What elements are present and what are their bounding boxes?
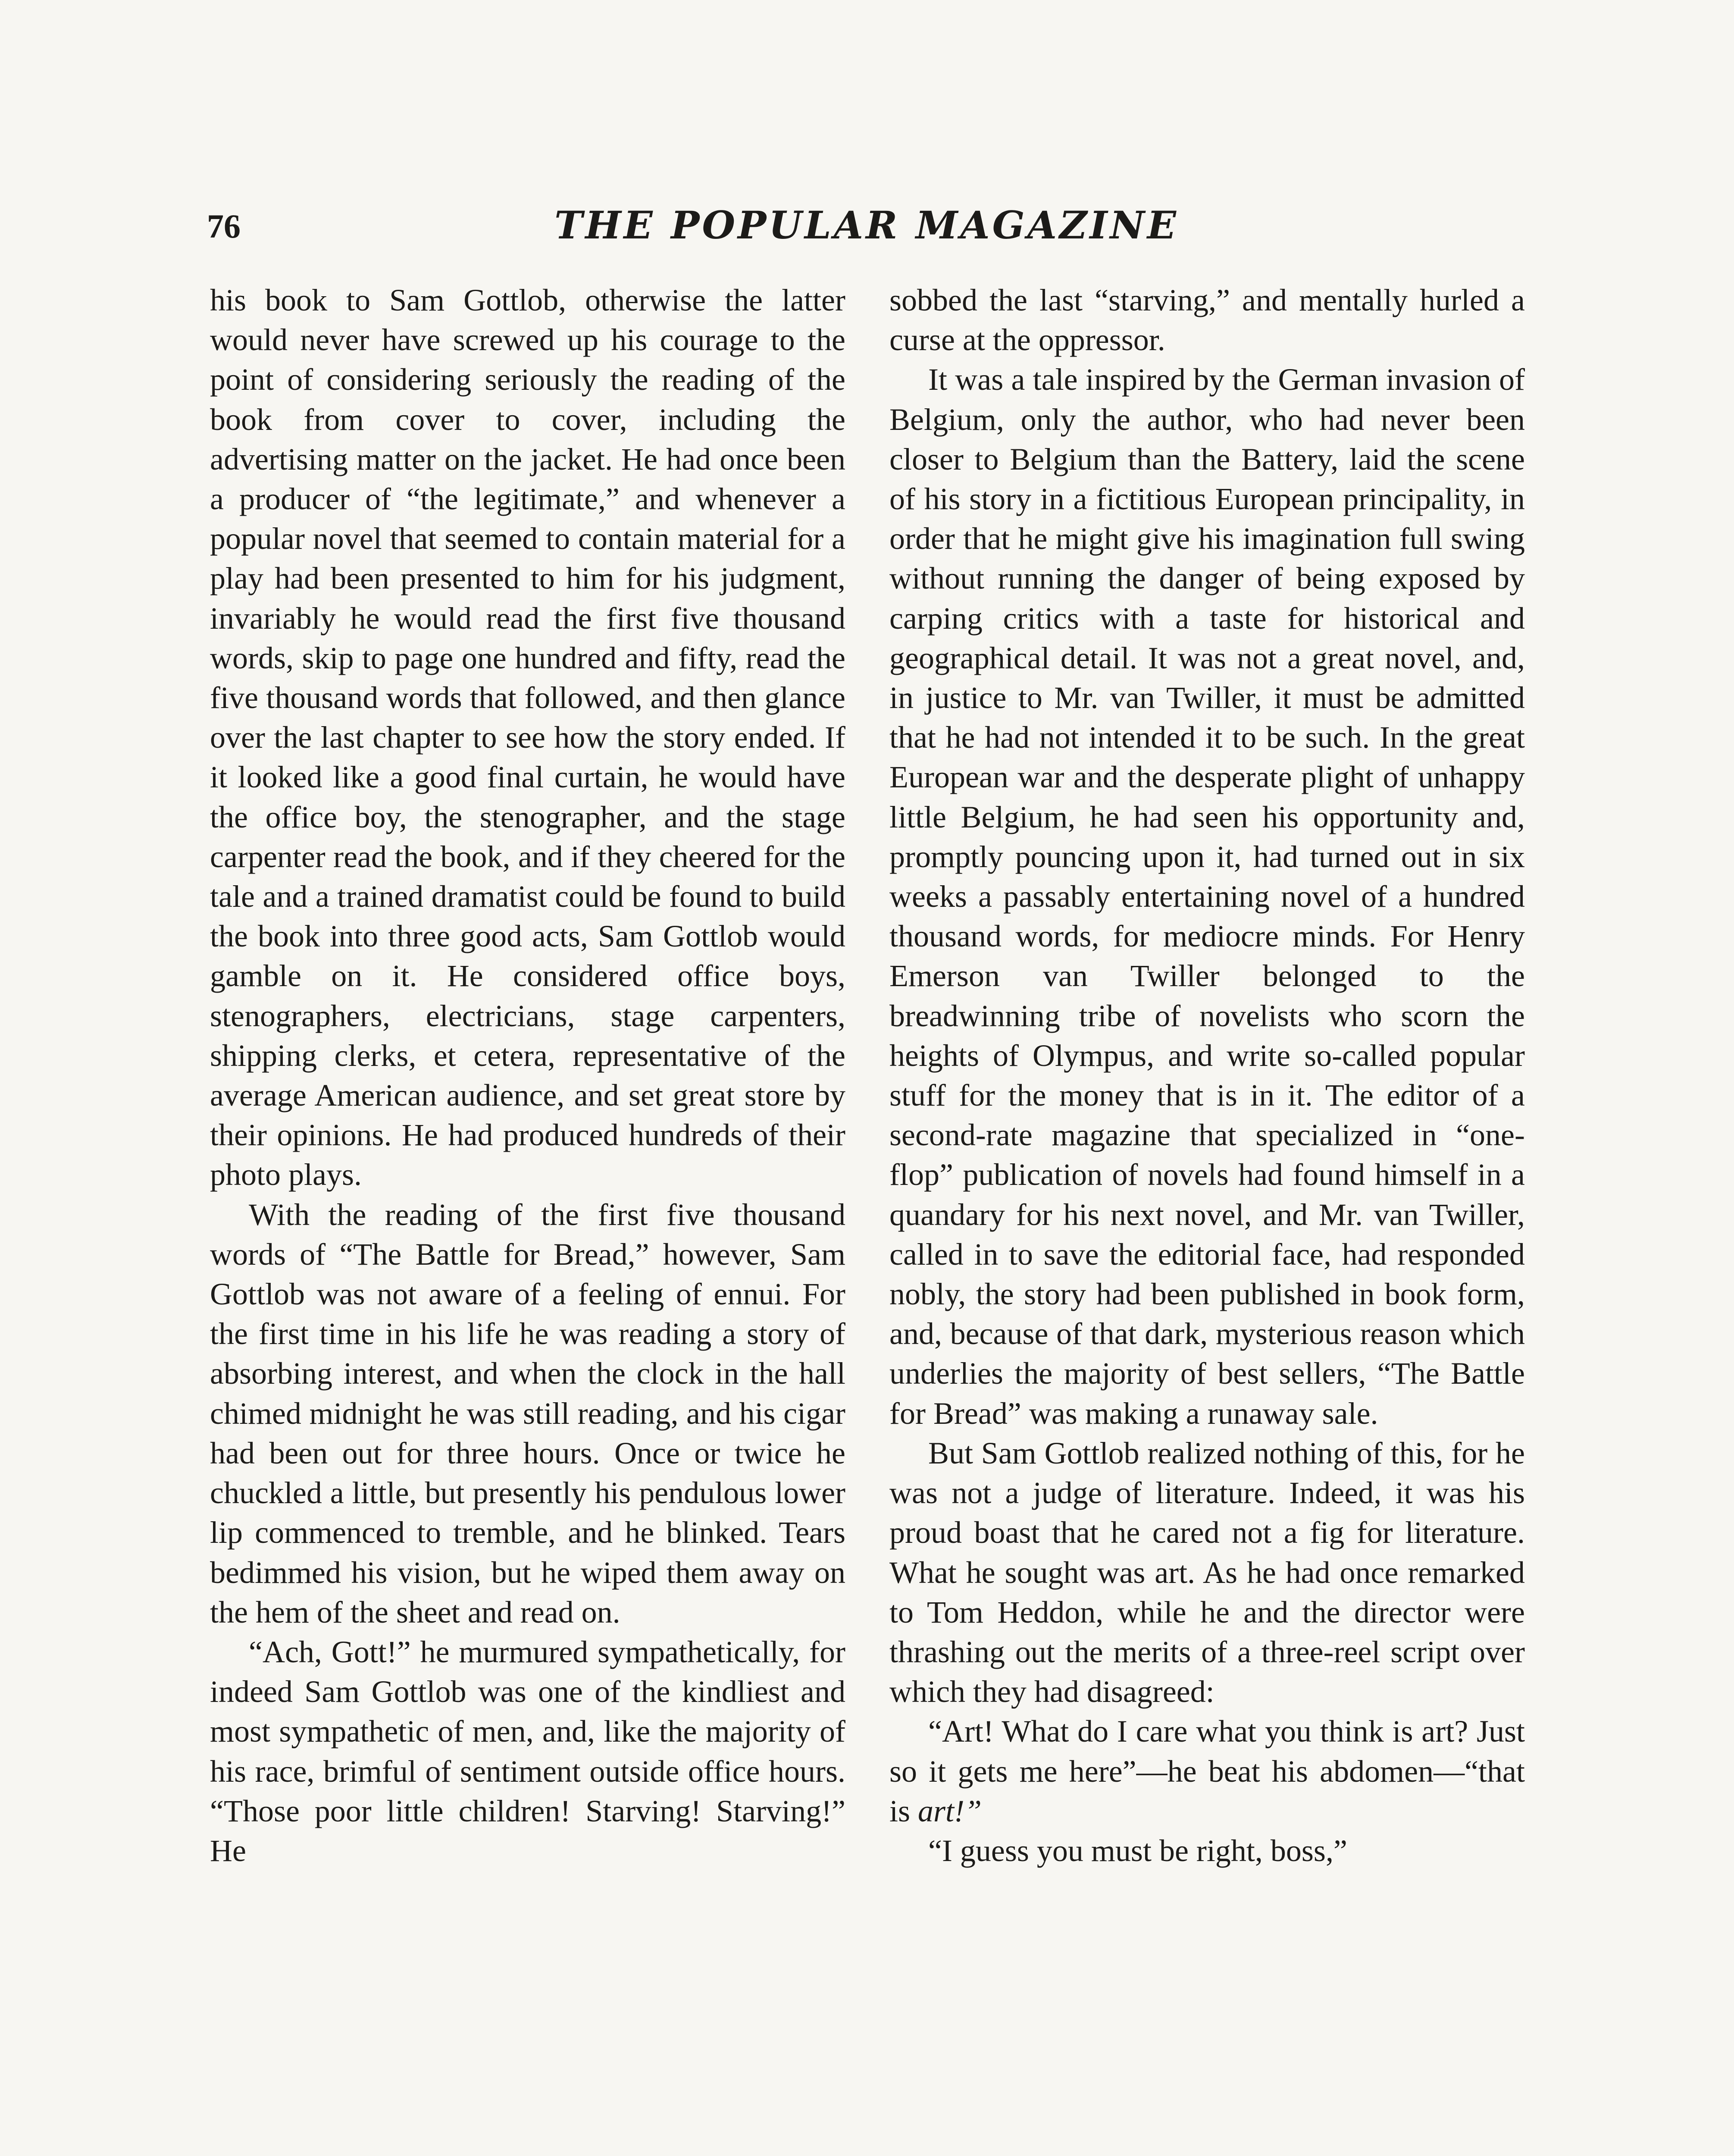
page-header: [207, 203, 1526, 263]
left-paragraph-1: his book to Sam Gottlob, otherwise the latter would never have screwed up his courage to the point of considering seriously the reading of the book from cover to cover, including the advertising matter on the jacket. He had once been a producer of “the legitimate,” and whenever a popular novel that seemed to contain material for a play had been presented to him for his judgment, invariably he would read the first five thousand words, skip to page one hundred and fifty, read the five thousand words that followed, and then glance over the last chapter to see how the story ended. If it looked like a good final curtain, he would have the office boy, the stenographer, and the stage carpenter read the book, and if they cheered for the tale and a trained dramatist could be found to build the book into three good acts, Sam Gottlob would gamble on it. He considered office boys, stenographers, electricians, stage carpenters, shipping clerks, et cetera, representative of the average American audience, and set great store by their opinions. He had produced hundreds of their photo plays.: [210, 283, 845, 1192]
right-paragraph-4-text: “Art! What do I care what you think is art? Just so it gets me here”—he beat his abdomen—“that is: [889, 1714, 1525, 1828]
right-paragraph-3: But Sam Gottlob realized nothing of this, for he was not a judge of literature. Indeed, it was his proud boast that he cared not a fig for literature. What he sought was art. As he had once remarked to Tom Heddon, while he and the director were thrashing out the merits of a three-reel script over which they had disagreed:: [889, 1435, 1525, 1709]
page-number: 76: [207, 207, 241, 245]
left-column: [210, 280, 845, 1871]
left-paragraph-2: With the reading of the first five thousand words of “The Battle for Bread,” however, Sam Gottlob was not aware of a feeling of ennui. For the first time in his life he was reading a story of absorbing interest, and when the clock in the hall chimed midnight he was still reading, and his cigar had been out for three hours. Once or twice he chuckled a little, but presently his pendulous lower lip commenced to tremble, and he blinked. Tears bedimmed his vision, but he wiped them away on the hem of the sheet and read on.: [210, 1197, 845, 1630]
right-paragraph-4-italic: art!”: [918, 1793, 982, 1828]
right-paragraph-1: sobbed the last “starving,” and mentally hurled a curse at the oppressor.: [889, 283, 1525, 357]
right-paragraph-4: [889, 1711, 1525, 1831]
right-paragraph-2: It was a tale inspired by the German invasion of Belgium, only the author, who had never been closer to Belgium than the Battery, laid the scene of his story in a fictitious European principality, in order that he might give his imagination full swing without running the danger of being exposed by carping critics with a taste for historical and geographical detail. It was not a great novel, and, in justice to Mr. van Twiller, it must be admitted that he had not intended it to be such. In the great European war and the desperate plight of unhappy little Belgium, he had seen his opportunity and, promptly pouncing upon it, had turned out in six weeks a passably entertaining novel of a hundred thousand words, for mediocre minds. For Henry Emerson van Twiller belonged to the breadwinning tribe of novelists who scorn the heights of Olympus, and write so-called popular stuff for the money that is in it. The editor of a second-rate magazine that specialized in “one-flop” publication of novels had found himself in a quandary for his next novel, and Mr. van Twiller, called in to save the editorial face, had responded nobly, the story had been published in book form, and, because of that dark, mysterious reason which underlies the majority of best sellers, “The Battle for Bread” was making a runaway sale.: [889, 362, 1525, 1431]
magazine-title: THE POPULAR MAGAZINE: [554, 203, 1179, 248]
right-column: [889, 280, 1525, 1871]
left-paragraph-3: “Ach, Gott!” he murmured sympathetically, for indeed Sam Gottlob was one of the kindliest and most sympathetic of men, and, like the majority of his race, brimful of sentiment outside office hours. “Those poor little children! Starving! Starving!” He: [210, 1634, 845, 1868]
right-paragraph-5: “I guess you must be right, boss,”: [928, 1833, 1347, 1868]
